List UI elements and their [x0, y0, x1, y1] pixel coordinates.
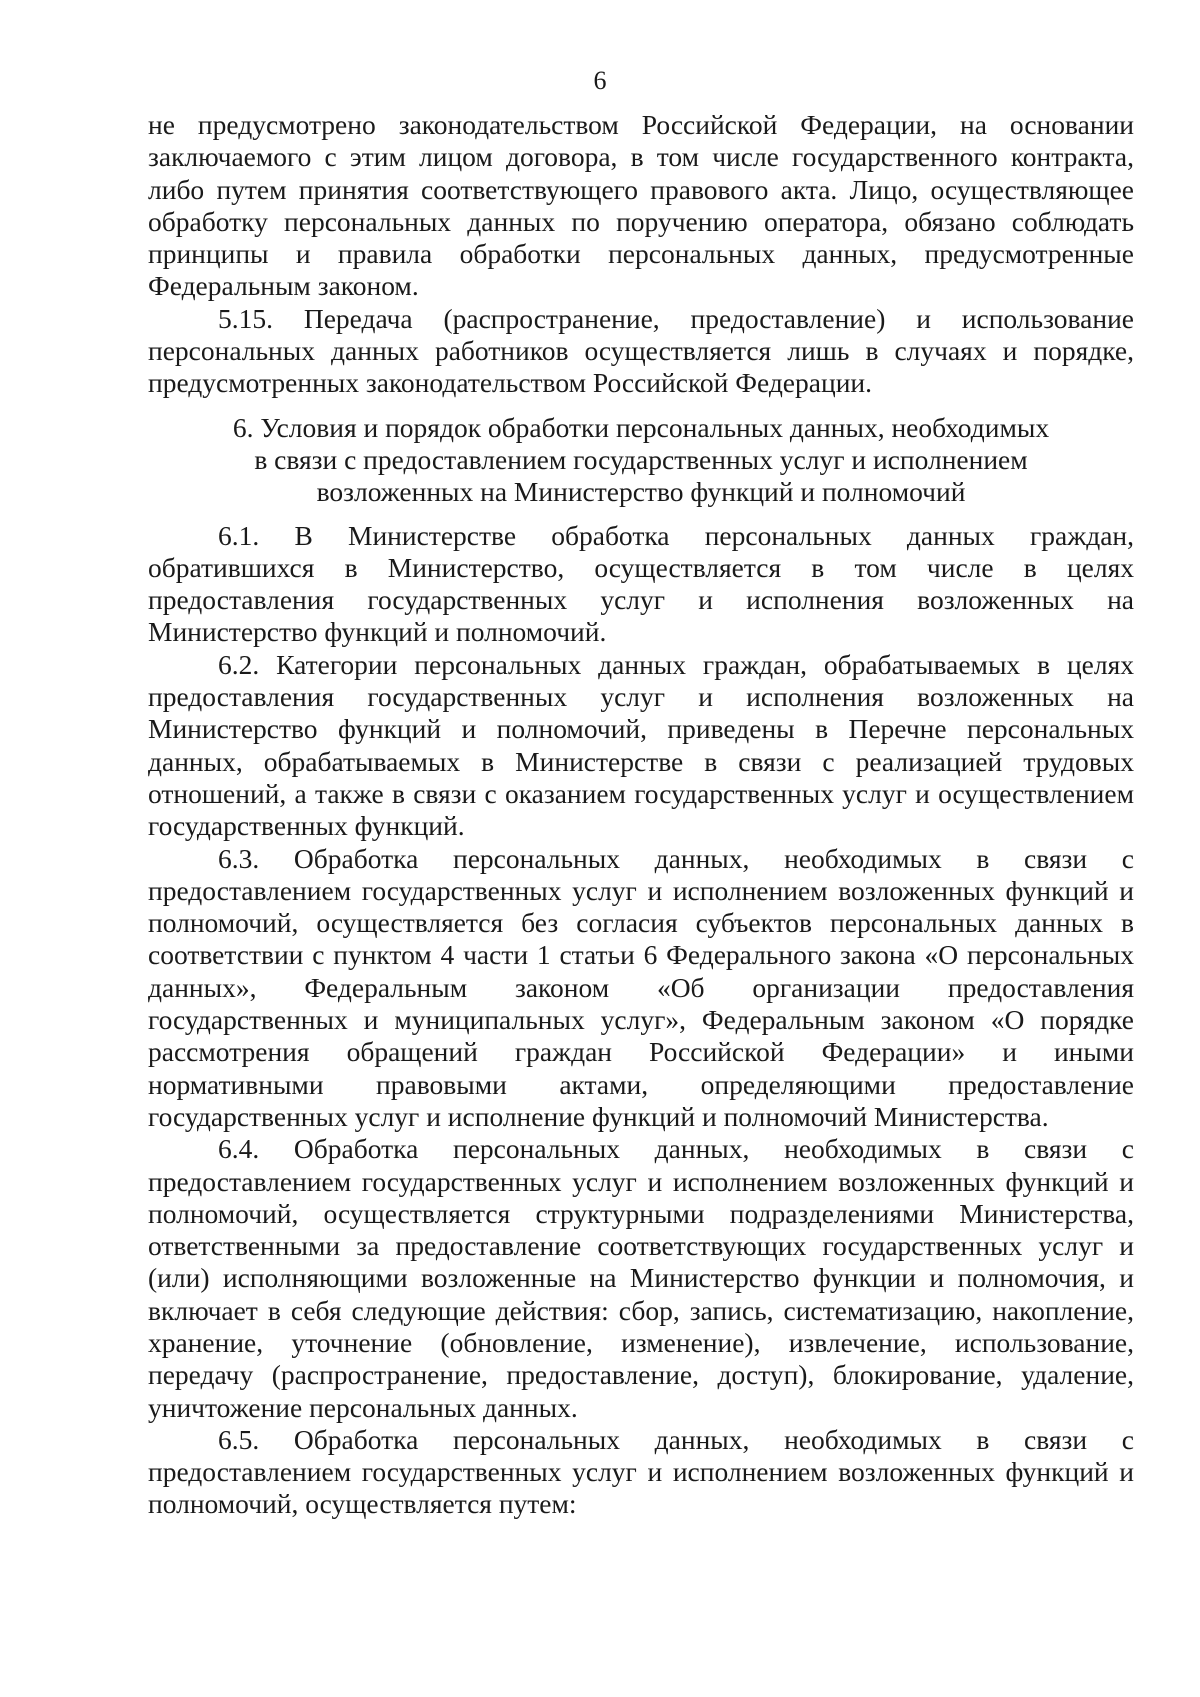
- document-body: [148, 109, 1134, 1521]
- paragraph-6-5: 6.5. Обработка персональных данных, необходимых в связи с предоставлением государственных услуг и исполнением возложенных функций и полномочий, осуществляется путем:: [148, 1423, 1134, 1520]
- paragraph-6-4: 6.4. Обработка персональных данных, необходимых в связи с предоставлением государственных услуг и исполнением возложенных функций и полномочий, осуществляется структурными подразделениями Министерства, ответственными за предоставление соответствующих государственных услуг и (или) исполняющими возложенные на Министерство функции и полномочия, и включает в себя следующие действия: сбор, запись, систематизацию, накопление, хранение, уточнение (обновление, изменение), извлечение, использование, передачу (распространение, предоставление, доступ), блокирование, удаление, уничтожение персональных данных.: [148, 1133, 1134, 1423]
- section-heading-line: возложенных на Министерство функций и полномочий: [316, 476, 966, 508]
- page-number: 6: [593, 66, 607, 95]
- section-heading-6: [148, 412, 1134, 509]
- paragraph-6-2: 6.2. Категории персональных данных граждан, обрабатываемых в целях предоставления государственных услуг и исполнения возложенных на Министерство функций и полномочий, приведены в Перечне персональных данных, обрабатываемых в Министерстве в связи с реализацией трудовых отношений, а также в связи с оказанием государственных услуг и осуществлением государственных функций.: [148, 648, 1134, 842]
- paragraph-5-15: 5.15. Передача (распространение, предоставление) и использование персональных данных работников осуществляется лишь в случаях и порядке, предусмотренных законодательством Российской Федерации.: [148, 302, 1134, 399]
- section-heading-line: 6. Условия и порядок обработки персональных данных, необходимых: [232, 411, 1050, 443]
- section-heading-line: в связи с предоставлением государственных услуг и исполнением: [254, 443, 1028, 475]
- paragraph-6-1: 6.1. В Министерстве обработка персональных данных граждан, обратившихся в Министерство, осуществляется в том числе в целях предоставления государственных услуг и исполнения возложенных на Министерство функций и полномочий.: [148, 519, 1134, 648]
- paragraph-6-3: 6.3. Обработка персональных данных, необходимых в связи с предоставлением государственных услуг и исполнением возложенных функций и полномочий, осуществляется без согласия субъектов персональных данных в соответствии с пунктом 4 части 1 статьи 6 Федерального закона «О персональных данных», Федеральным законом «Об организации предоставления государственных и муниципальных услуг», Федеральным законом «О порядке рассмотрения обращений граждан Российской Федерации» и иными нормативными правовыми актами, определяющими предоставление государственных услуг и исполнение функций и полномочий Министерства.: [148, 842, 1134, 1132]
- paragraph-continuation: не предусмотрено законодательством Российской Федерации, на основании заключаемого с этим лицом договора, в том числе государственного контракта, либо путем принятия соответствующего правового акта. Лицо, осуществляющее обработку персональных данных по поручению оператора, обязано соблюдать принципы и правила обработки персональных данных, предусмотренные Федеральным законом.: [148, 109, 1134, 302]
